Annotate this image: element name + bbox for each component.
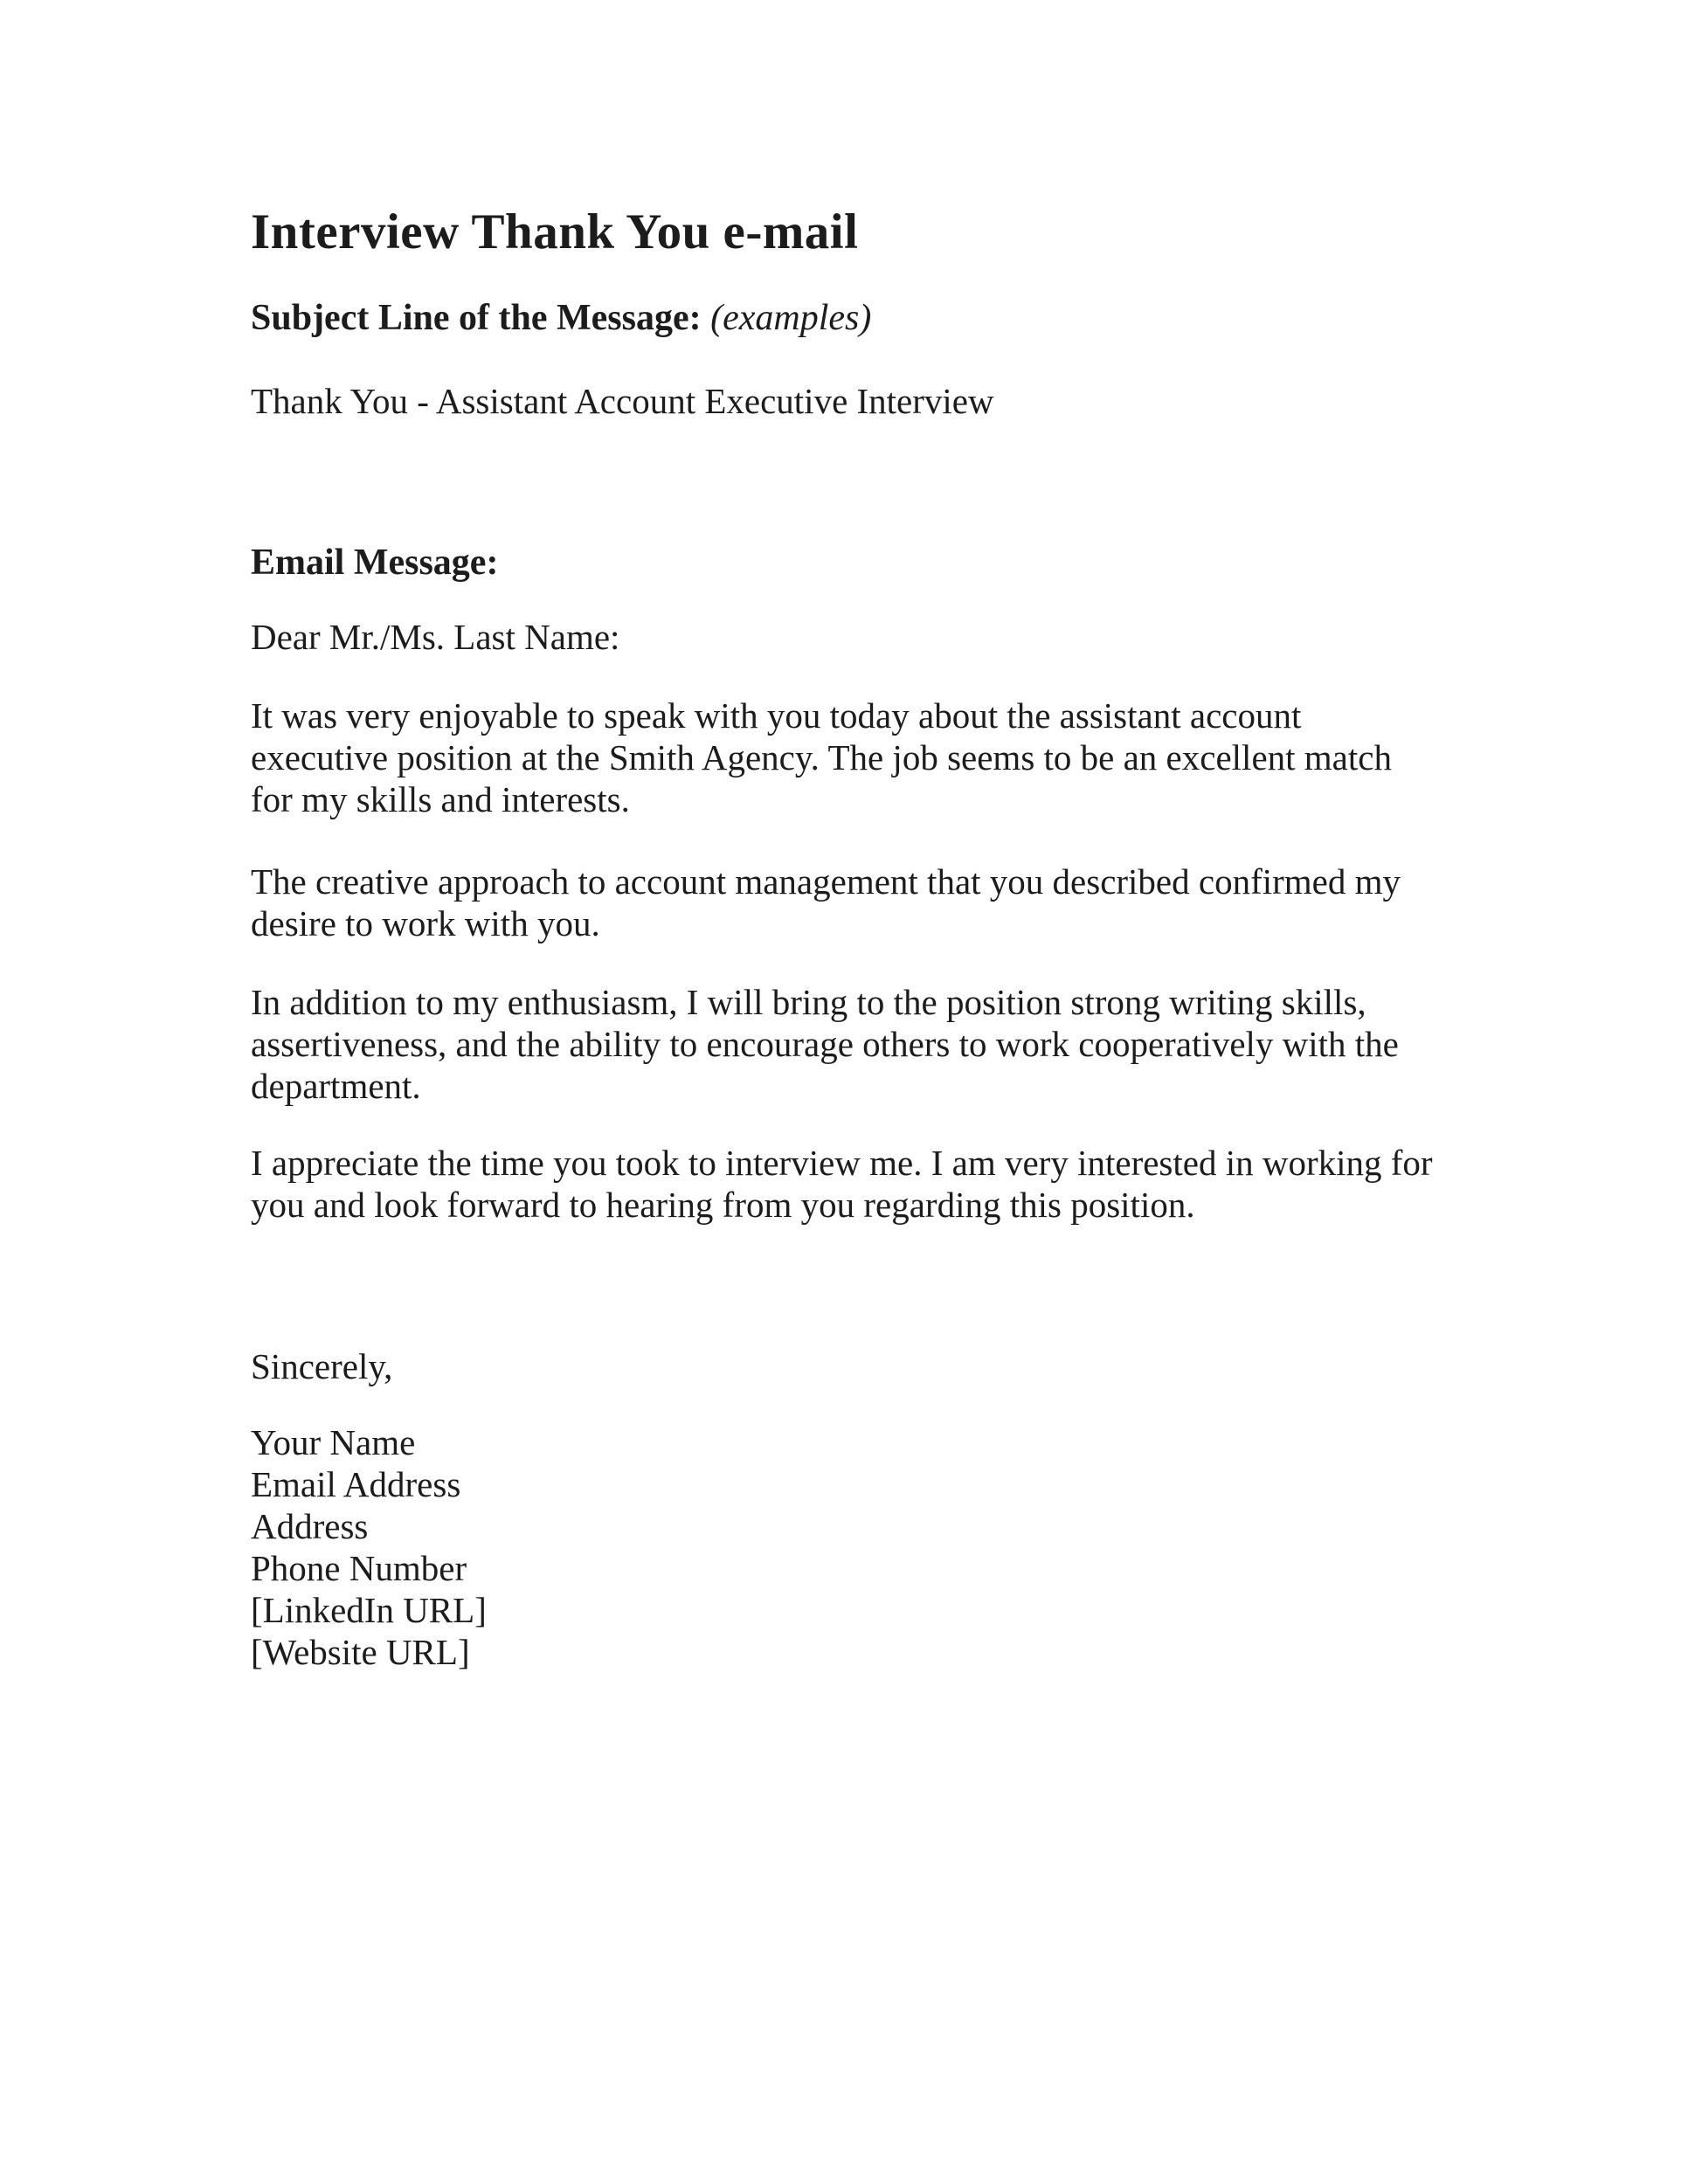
subject-line xyxy=(251,297,1478,339)
body-paragraph xyxy=(251,695,1478,820)
paragraph-line: executive position at the Smith Agency. The job seems to be an excellent match xyxy=(251,737,1392,778)
subject-examples-note: (examples) xyxy=(710,298,872,338)
paragraph-line: The creative approach to account management that you described confirmed my xyxy=(251,861,1401,902)
signature-linkedin-line: [LinkedIn URL] xyxy=(251,1590,487,1630)
body-paragraph xyxy=(251,1142,1478,1226)
paragraph-line: for my skills and interests. xyxy=(251,779,630,819)
body-paragraph xyxy=(251,860,1478,944)
subject-example-text: Thank You - Assistant Account Executive Interview xyxy=(251,381,994,421)
paragraph-line: I appreciate the time you took to interview me. I am very interested in working for xyxy=(251,1143,1433,1183)
signature-block xyxy=(251,1421,1478,1673)
document-title: Interview Thank You e-mail xyxy=(251,204,859,259)
body-paragraph xyxy=(251,981,1478,1107)
paragraph-line: It was very enjoyable to speak with you today about the assistant account xyxy=(251,695,1302,736)
signature-name-line: Your Name xyxy=(251,1422,416,1462)
paragraph-line: In addition to my enthusiasm, I will bring to the position strong writing skills, xyxy=(251,982,1366,1022)
paragraph-line: department. xyxy=(251,1066,421,1106)
paragraph-line: you and look forward to hearing from you regarding this position. xyxy=(251,1185,1195,1225)
subject-heading-label: Subject Line of the Message: xyxy=(251,298,702,338)
signature-email-line: Email Address xyxy=(251,1464,461,1504)
salutation: Dear Mr./Ms. Last Name: xyxy=(251,617,620,657)
signature-website-line: [Website URL] xyxy=(251,1632,470,1672)
signature-phone-line: Phone Number xyxy=(251,1548,467,1588)
email-message-heading: Email Message: xyxy=(251,543,499,583)
paragraph-line: assertiveness, and the ability to encourage others to work cooperatively with the xyxy=(251,1024,1399,1064)
closing-salutation: Sincerely, xyxy=(251,1346,393,1386)
paragraph-line: desire to work with you. xyxy=(251,903,600,943)
signature-address-line: Address xyxy=(251,1506,369,1546)
